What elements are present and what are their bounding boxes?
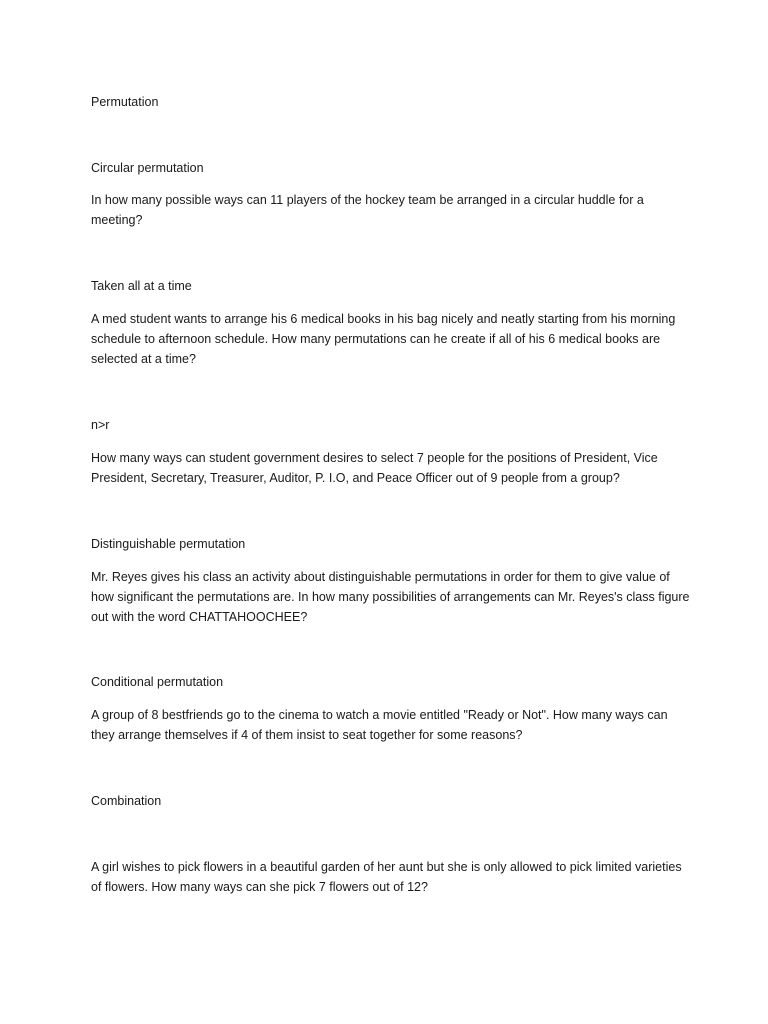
section-text-circular-permutation: In how many possible ways can 11 players of the hockey team be arranged in a circular huddle for a meeting? [91, 193, 644, 227]
section-text-taken-all-at-a-time: A med student wants to arrange his 6 medical books in his bag nicely and neatly starting from his morning schedule to afternoon schedule. How many permutations can he create if all of his 6 medical books are selected at a time? [91, 312, 676, 366]
section-heading-circular-permutation: Circular permutation [91, 161, 204, 175]
section-heading-n-greater-r: n>r [91, 418, 110, 432]
section-text-conditional-permutation: A group of 8 bestfriends go to the cinema to watch a movie entitled "Ready or Not". How many ways can they arrange themselves if 4 of them insist to seat together for some reasons? [91, 708, 668, 742]
section-heading-distinguishable-permutation: Distinguishable permutation [91, 537, 246, 551]
section-text-n-greater-r: How many ways can student government desires to select 7 people for the positions of President, Vice President, Secretary, Treasurer, Auditor, P. I.O, and Peace Officer out of 9 people from a group? [91, 451, 658, 485]
section-heading-conditional-permutation: Conditional permutation [91, 675, 224, 689]
document-title: Permutation [91, 95, 159, 109]
section-heading-taken-all-at-a-time: Taken all at a time [91, 279, 192, 293]
section-heading-combination: Combination [91, 794, 162, 808]
section-text-combination: A girl wishes to pick flowers in a beautiful garden of her aunt but she is only allowed to pick limited varieties of flowers. How many ways can she pick 7 flowers out of 12? [91, 860, 682, 894]
section-text-distinguishable-permutation: Mr. Reyes gives his class an activity about distinguishable permutations in order for them to give value of how significant the permutations are. In how many possibilities of arrangements can Mr. Reyes's class figure out with the word CHATTAHOOCHEE? [91, 570, 690, 624]
